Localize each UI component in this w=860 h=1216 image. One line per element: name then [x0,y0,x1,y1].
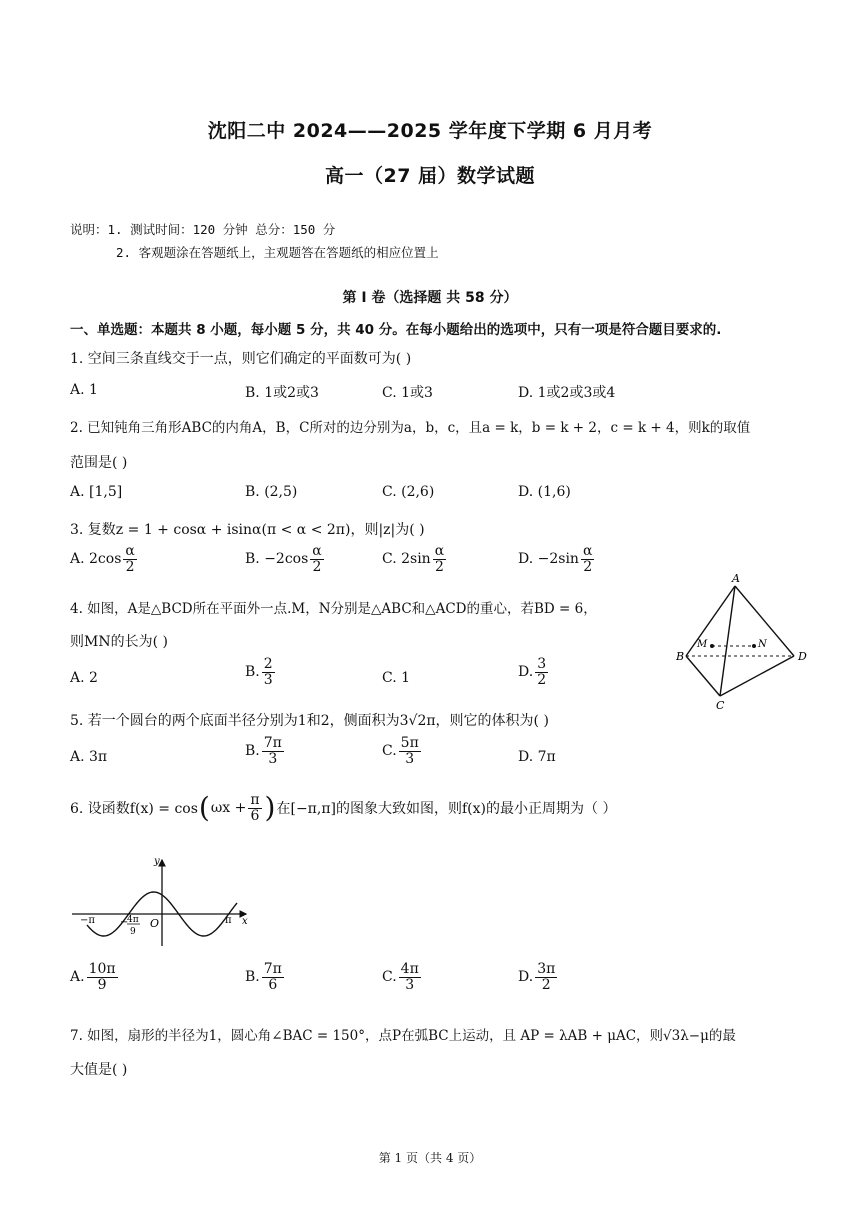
q2-option-d: D. (1,6) [518,484,571,500]
q4-option-c [382,670,410,686]
page-footer: 第 1 页（共 4 页） [378,1151,482,1165]
point-m [710,644,714,648]
q5-option-b-den: 3 [268,750,278,767]
y-axis-label: y [154,856,160,867]
edge-bc [686,656,720,696]
q3-option-a [70,544,139,574]
label-a: A [732,572,740,585]
q6-option-a-num: 10π [88,961,116,977]
q6-option-b [245,962,286,992]
q1-option-a: A. 1 [70,382,98,398]
q1-option-d: D. 1或2或3或4 [518,385,616,401]
q6-option-c-den: 3 [405,976,415,993]
q4-option-d-fraction [535,657,548,687]
q2-option-b: B. (2,5) [245,484,298,500]
exam-title-line2: 高一（27 届）数学试题 [324,165,536,187]
q6-stem-frac-num: π [250,792,260,808]
q6-left-paren: ( [198,791,210,825]
q6-option-c-label: C. [382,969,397,986]
q5-option-c [382,736,423,766]
tick-neg-pi: −π [80,915,95,926]
q2-option-a: A. [1,5] [70,484,123,500]
tick-den: 9 [130,927,136,937]
q1-option-c: C. 1或3 [382,385,433,401]
tick-pi: π [225,915,232,926]
part1-heading: 一、单选题：本题共 8 小题，每小题 5 分，共 40 分。在每小题给出的选项中，只有一项是符合题目要求的. [70,322,722,338]
note-line1: 说明：1. 测试时间：120 分钟 总分：150 分 [70,222,336,237]
exam-title-line1: 沈阳二中 2024——2025 学年度下学期 6 月月考 [207,120,653,142]
q3-option-c [382,544,448,574]
q5-option-b-fraction [262,736,284,766]
q5-option-b [245,736,286,766]
q6-option-c-fraction [399,962,421,992]
q6-option-d-den: 2 [541,976,551,993]
q4-option-d-den: 2 [537,671,547,688]
q3-option-a-num: α [125,543,135,559]
q6-option-b-num: 7π [263,961,282,977]
q6-stem-post: 在[−π,π]的图象大致如图，则f(x)的最小正周期为（ ） [276,801,617,818]
q4-option-d-label: D. [518,664,534,681]
x-axis-label: x [242,916,248,927]
q6-stem-paren-pre: ωx + [210,800,247,817]
q3-option-a-fraction [123,544,136,574]
q3-option-b [245,544,326,574]
q4-option-d-num: 3 [537,656,547,672]
q2-stem-line2: 范围是( ) [70,455,128,471]
q5-stem: 5. 若一个圆台的两个底面半径分别为1和2，侧面积为3√2π，则它的体积为( ) [70,713,549,729]
q3-option-d-label: D. −2sin [518,551,579,568]
q6-option-c [382,962,423,992]
label-n: N [758,639,767,650]
edge-ac [720,586,735,696]
q6-right-paren: ) [264,791,276,825]
q5-option-a [70,749,107,765]
q3-option-c-fraction [433,544,446,574]
q6-option-a-fraction [87,962,118,992]
volume-title: 第 I 卷（选择题 共 58 分） [342,290,518,306]
q3-option-c-den: 2 [434,558,444,575]
q3-stem: 3. 复数z = 1 + cosα + isinα(π < α < 2π)，则|z|为( ) [70,522,425,538]
label-m: M [697,639,708,650]
q6-option-a [70,962,120,992]
edge-cd [720,656,794,696]
label-c: C [716,699,725,712]
q7-stem-line2: 大值是( ) [70,1062,128,1078]
q3-option-c-num: α [434,543,445,559]
label-d: D [798,650,807,663]
q3-option-b-num: α [312,543,322,559]
q7-stem-line1: 7. 如图，扇形的半径为1，圆心角∠BAC = 150°，点P在弧BC上运动，且 AP = λAB + μAC，则√3λ−μ的最 [70,1028,736,1044]
q6-option-b-fraction [262,962,284,992]
label-b: B [676,650,685,663]
q6-option-b-den: 6 [268,976,278,993]
q6-option-c-num: 4π [400,961,419,977]
q4-stem-line2: 则MN的长为( ) [70,634,168,650]
q3-option-d-num: α [582,543,593,559]
q4-option-b-num: 2 [263,656,273,672]
q4-option-b-label: B. [245,664,260,681]
q6-stem-fraction [248,793,261,823]
q5-option-b-num: 7π [263,735,282,751]
q6-option-a-label: A. [70,969,85,986]
q6-option-d-num: 3π [537,961,556,977]
q6-option-d-label: D. [518,969,534,986]
q4-option-a-label: A. 2 [70,670,98,686]
q5-option-c-label: C. [382,743,397,760]
point-n [752,644,756,648]
q5-option-b-label: B. [245,743,260,760]
q2-stem-line1: 2. 已知钝角三角形ABC的内角A，B，C所对的边分别为a，b，c，且a = k，b = k + 2，c = k + 4，则k的取值 [70,420,751,436]
q3-option-a-label: A. 2cos [70,551,122,568]
q4-option-b-den: 3 [263,671,273,688]
tick-sign: − [120,917,129,928]
q5-option-c-num: 5π [400,735,419,751]
q4-option-a [70,670,98,686]
q3-option-a-den: 2 [125,558,135,575]
q5-option-d-label: D. 7π [518,749,556,765]
q4-option-b-fraction [262,657,275,687]
q3-option-b-den: 2 [312,558,322,575]
q2-option-c: C. (2,6) [382,484,435,500]
tick-num: 4π [127,915,139,925]
q3-option-c-label: C. 2sin [382,551,431,568]
q3-option-d-fraction [581,544,594,574]
q6-option-a-den: 9 [97,976,107,993]
origin-label: O [150,917,160,930]
q6-stem [70,793,616,823]
q6-option-b-label: B. [245,969,260,986]
q3-option-b-fraction [310,544,323,574]
q3-option-d [518,544,596,574]
q5-option-a-label: A. 3π [70,749,108,765]
q3-option-d-den: 2 [583,558,593,575]
q5-option-c-fraction [399,736,421,766]
q1-option-b: B. 1或2或3 [245,385,319,401]
note-line2: 2. 客观题涂在答题纸上，主观题答在答题纸的相应位置上 [116,245,439,260]
q4-option-b [245,657,277,687]
q4-stem-line1: 4. 如图，A是△BCD所在平面外一点.M，N分别是△ABC和△ACD的重心，若BD = 6， [70,601,597,617]
q6-option-d [518,962,559,992]
q5-option-c-den: 3 [405,750,415,767]
q1-stem: 1. 空间三条直线交于一点，则它们确定的平面数可为( ) [70,351,412,367]
q4-tetrahedron-figure [676,570,816,712]
q3-option-b-label: B. −2cos [245,551,309,568]
q4-option-d [518,657,550,687]
q6-stem-pre: 6. 设函数f(x) = cos [70,801,198,818]
q6-option-d-fraction [535,962,557,992]
q5-option-d [518,749,556,765]
q6-stem-frac-den: 6 [250,807,260,824]
q6-function-graph [70,852,260,948]
q4-option-c-label: C. 1 [382,670,411,686]
